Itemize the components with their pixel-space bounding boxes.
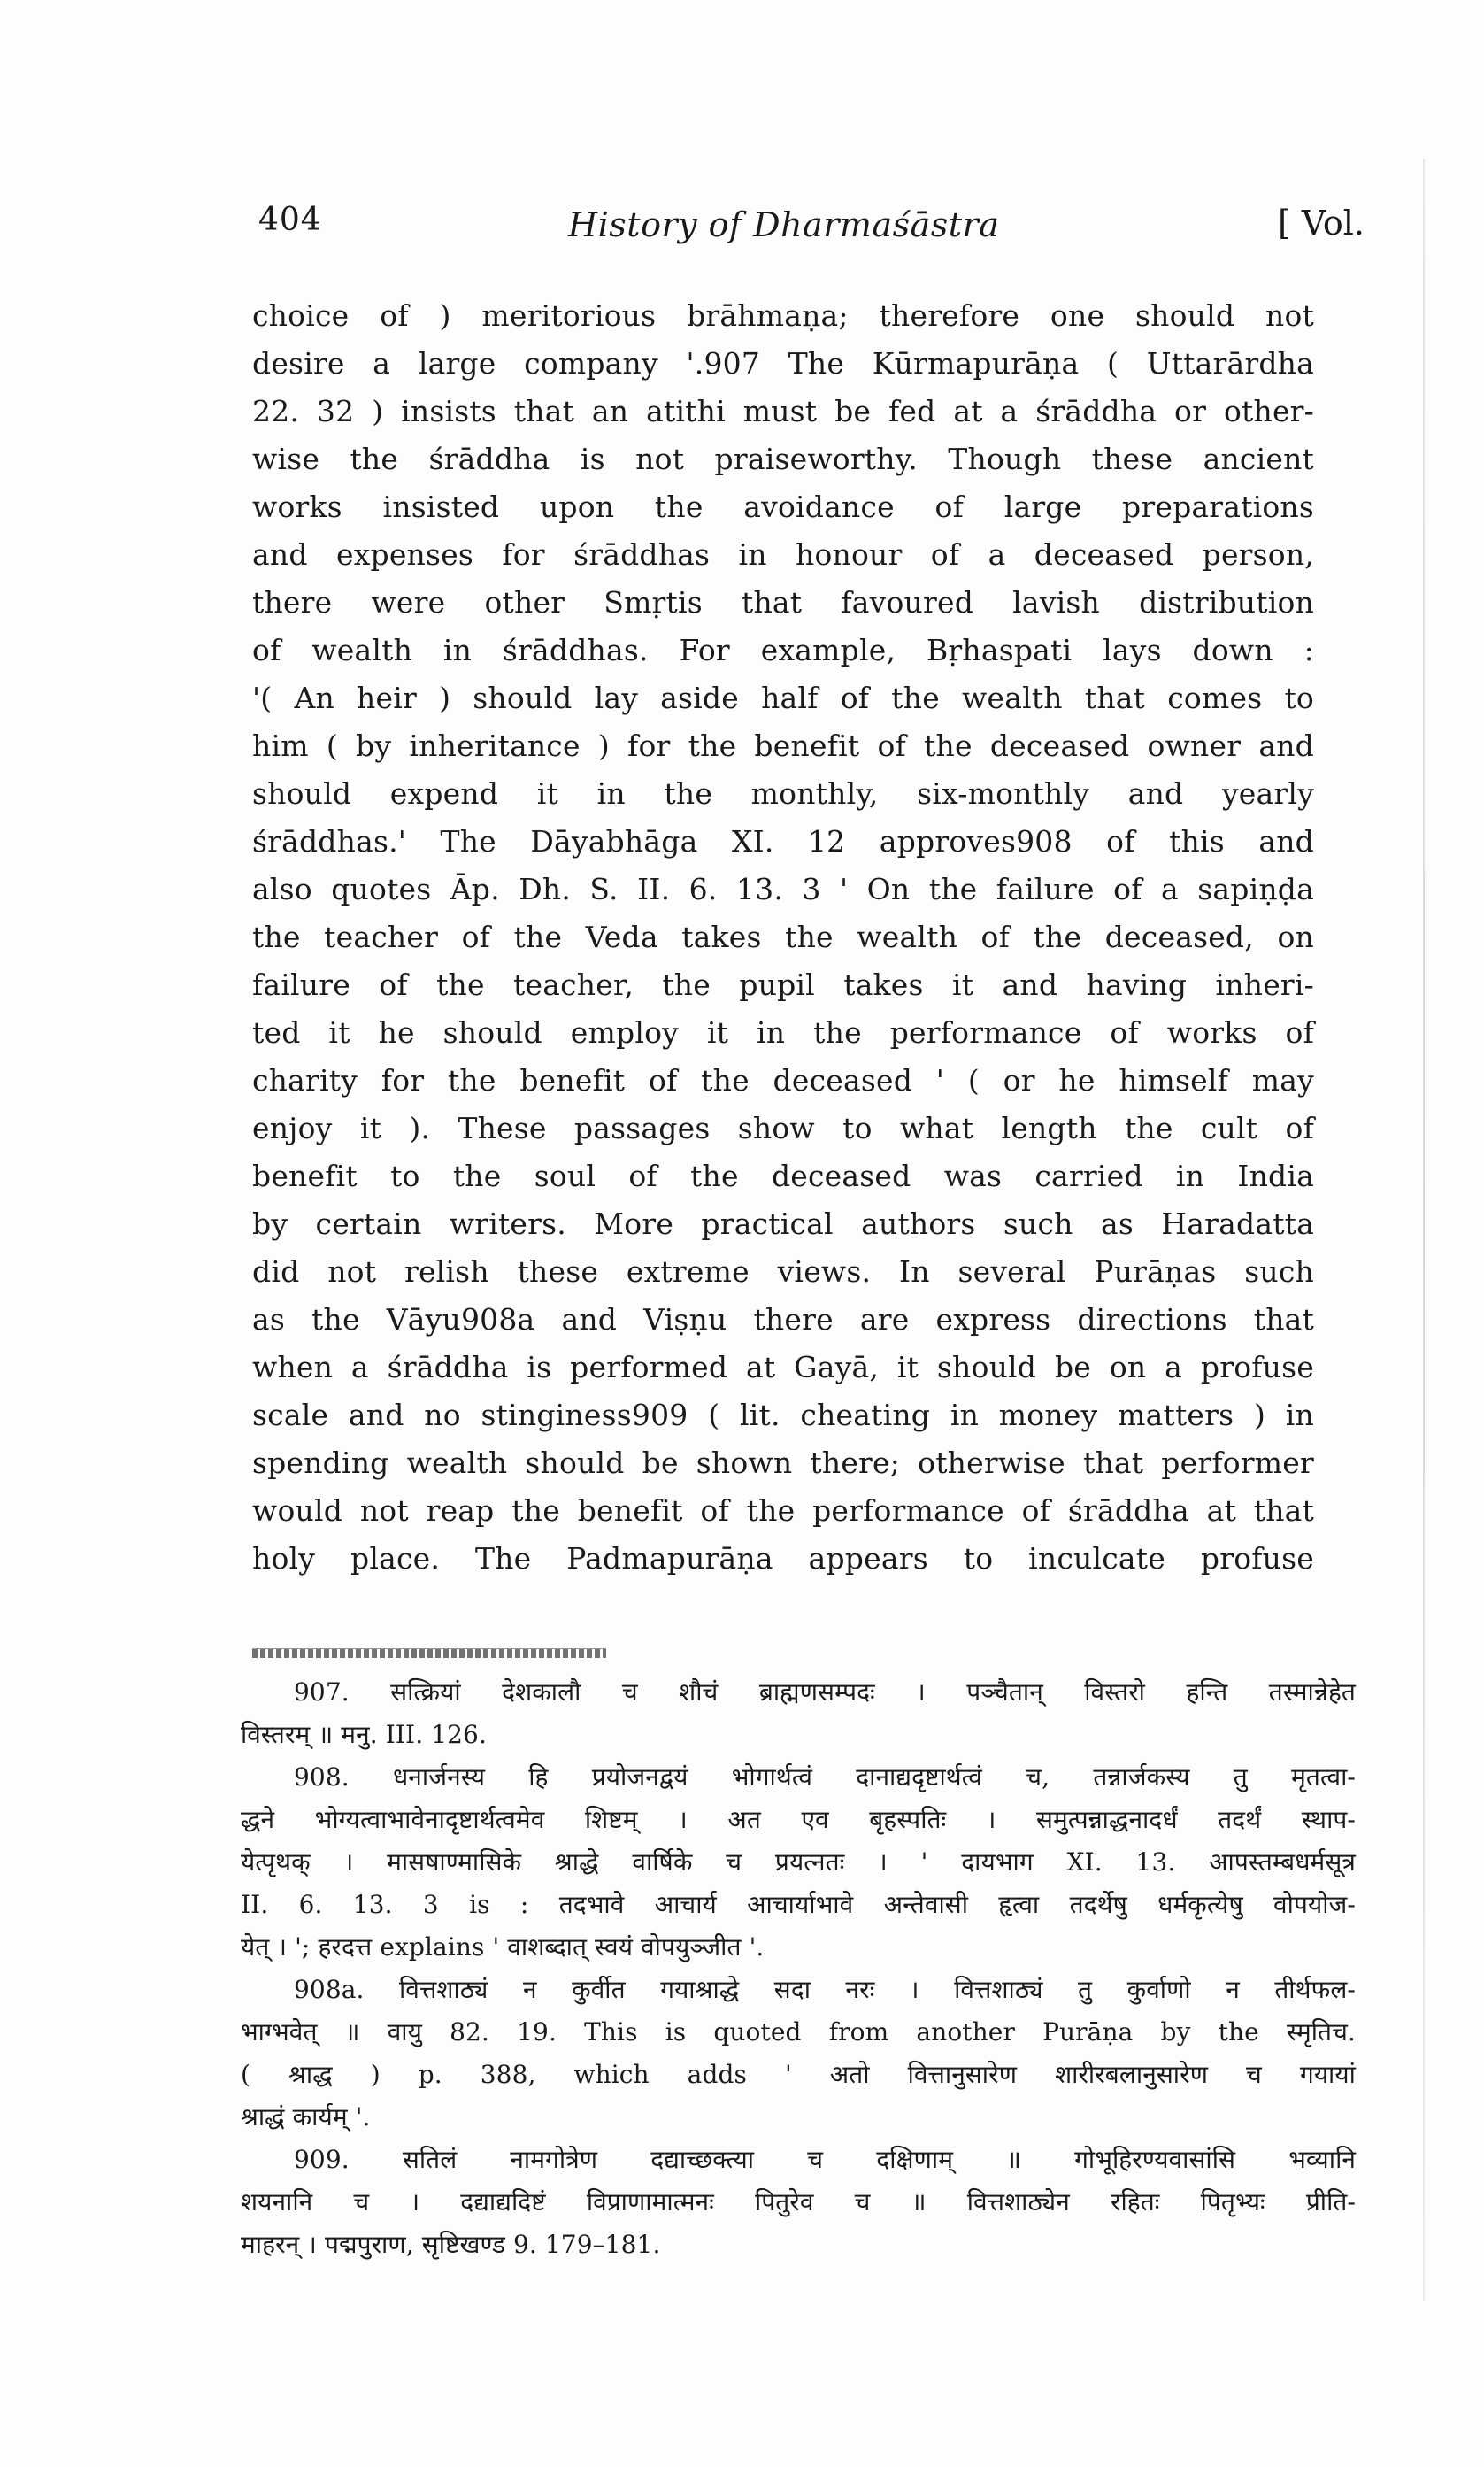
footnote-line: भाग्भवेत् ॥ वायु 82. 19. This is quoted from another Purāṇa by the स्मृतिच. bbox=[241, 2017, 1356, 2047]
body-line: scale and no stinginess909 ( lit. cheating in money matters ) in bbox=[252, 1398, 1314, 1432]
body-line: 22. 32 ) insists that an atithi must be fed at a śrāddha or other- bbox=[252, 394, 1314, 428]
footnote-line: शयनानि च । दद्याद्यदिष्टं विप्राणामात्मनः पितुरेव च ॥ वित्तशाठ्येन रहितः पितृभ्यः प्रीति- bbox=[241, 2187, 1357, 2216]
footnote-line: 908. धनार्जनस्य हि प्रयोजनद्वयं भोगार्थत्वं दानाद्यदृष्टार्थत्वं च, तन्नार्जकस्य तु मृतत्वा- bbox=[294, 1762, 1356, 1792]
running-title: History of Dharmaśāstra bbox=[568, 205, 1000, 244]
body-line: as the Vāyu908a and Viṣṇu there are express directions that bbox=[252, 1302, 1314, 1337]
body-line: śrāddhas.' The Dāyabhāga XI. 12 approves908 of this and bbox=[252, 824, 1314, 859]
footnote-line: येत् । '; हरदत्त explains ' वाशब्दात् स्वयं वोपयुञ्जीत '. bbox=[241, 1932, 765, 1962]
body-line: of wealth in śrāddhas. For example, Bṛhaspati lays down : bbox=[252, 633, 1314, 667]
running-head bbox=[258, 202, 1365, 255]
body-line: '( An heir ) should lay aside half of the wealth that comes to bbox=[252, 681, 1314, 715]
footnote-line: विस्तरम् ॥ मनु. III. 126. bbox=[241, 1720, 487, 1749]
footnote-line: येत्पृथक् । मासषाण्मासिके श्राद्धे वार्षिके च प्रयत्नतः । ' दायभाग XI. 13. आपस्तम्बधर्मसूत्र bbox=[241, 1847, 1356, 1877]
body-line: should expend it in the monthly, six-monthly and yearly bbox=[252, 776, 1314, 811]
body-line: enjoy it ). These passages show to what length the cult of bbox=[252, 1111, 1314, 1145]
footnote-line: 908a. वित्तशाठ्यं न कुर्वीत गयाश्राद्धे सदा नरः । वित्तशाठ्यं तु कुर्वाणो न तीर्थफल- bbox=[294, 1975, 1356, 2004]
footnote-line: माहरन् । पद्मपुराण, सृष्टिखण्ड 9. 179–181. bbox=[241, 2230, 661, 2259]
volume-mark: [ Vol. bbox=[1278, 204, 1365, 243]
body-line: works insisted upon the avoidance of large preparations bbox=[252, 490, 1314, 524]
footnotes bbox=[241, 1671, 1356, 2266]
body-line: and expenses for śrāddhas in honour of a deceased person, bbox=[252, 537, 1314, 572]
body-line: charity for the benefit of the deceased ' ( or he himself may bbox=[252, 1063, 1314, 1098]
body-line: also quotes Āp. Dh. S. II. 6. 13. 3 ' On the failure of a sapiṇḍa bbox=[252, 872, 1314, 906]
footnote-rule bbox=[252, 1648, 606, 1658]
body-line: desire a large company '.907 The Kūrmapurāṇa ( Uttarārdha bbox=[252, 346, 1314, 381]
footnote-line: द्धने भोग्यत्वाभावेनादृष्टार्थत्वमेव शिष्टम् । अत एव बृहस्पतिः । समुत्पन्नाद्धनादर्धं तदर्थं स्थाप- bbox=[241, 1805, 1356, 1834]
body-line: wise the śrāddha is not praiseworthy. Though these ancient bbox=[252, 442, 1314, 476]
body-line: would not reap the benefit of the performance of śrāddha at that bbox=[252, 1493, 1314, 1528]
footnote-line: 909. सतिलं नामगोत्रेण दद्याच्छक्त्या च दक्षिणाम् ॥ गोभूहिरण्यवासांसि भव्यानि bbox=[294, 2145, 1356, 2174]
body-line: the teacher of the Veda takes the wealth of the deceased, on bbox=[252, 920, 1314, 954]
body-line: there were other Smṛtis that favoured lavish distribution bbox=[252, 585, 1314, 620]
main-text bbox=[252, 292, 1314, 1583]
body-line: ted it he should employ it in the performance of works of bbox=[252, 1015, 1314, 1050]
footnote-line: II. 6. 13. 3 is : तदभावे आचार्य आचार्याभावे अन्तेवासी हृत्वा तदर्थेषु धर्मकृत्येषु वोपयोज- bbox=[241, 1890, 1356, 1919]
page-number: 404 bbox=[258, 202, 322, 238]
body-line: failure of the teacher, the pupil takes it and having inheri- bbox=[252, 968, 1314, 1002]
footnote-line: 907. सत्क्रियां देशकालौ च शौचं ब्राह्मणसम्पदः । पञ्चैतान् विस्तरो हन्ति तस्मान्नेहेत bbox=[294, 1677, 1356, 1707]
body-line: spending wealth should be shown there; otherwise that performer bbox=[252, 1446, 1314, 1480]
footnote-line: ( श्राद्ध ) p. 388, which adds ' अतो वित्तानुसारेण शारीरबलानुसारेण च गयायां bbox=[241, 2060, 1356, 2089]
body-line: benefit to the soul of the deceased was carried in India bbox=[252, 1159, 1314, 1193]
body-line: when a śrāddha is performed at Gayā, it should be on a profuse bbox=[252, 1350, 1314, 1384]
footnote-line: श्राद्धं कार्यम् '. bbox=[241, 2102, 371, 2132]
body-line: choice of ) meritorious brāhmaṇa; therefore one should not bbox=[252, 298, 1314, 333]
body-line: him ( by inheritance ) for the benefit of the deceased owner and bbox=[252, 729, 1314, 763]
scan-edge-line bbox=[1423, 159, 1425, 2301]
body-line: did not relish these extreme views. In several Purāṇas such bbox=[252, 1254, 1314, 1289]
body-line: holy place. The Padmapurāṇa appears to inculcate profuse bbox=[252, 1541, 1314, 1576]
body-line: by certain writers. More practical authors such as Haradatta bbox=[252, 1207, 1314, 1241]
